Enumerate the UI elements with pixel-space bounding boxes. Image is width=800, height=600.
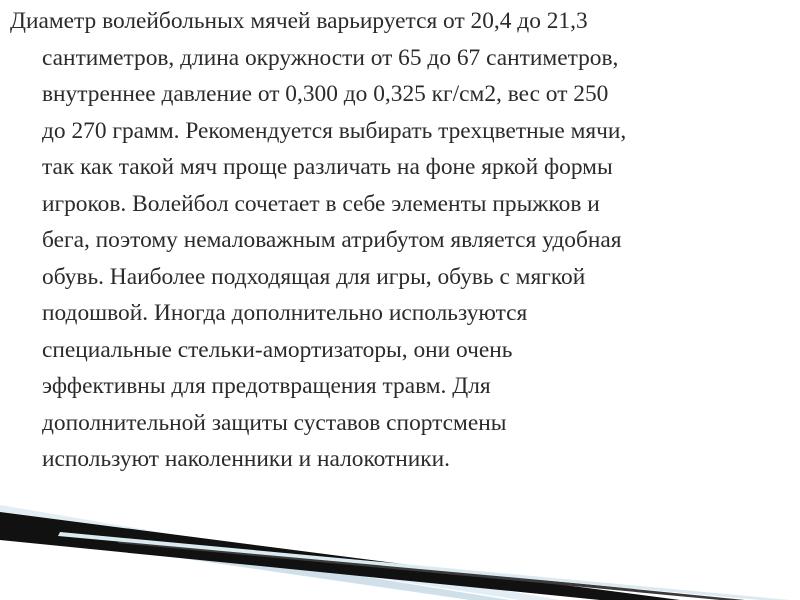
text-line: бега, поэтому немаловажным атрибутом является удобная [42, 227, 622, 253]
text-line: используют наколенники и налокотники. [42, 446, 451, 472]
text-line: дополнительной защиты суставов спортсмены [42, 409, 507, 436]
text-line: так как такой мяч проще различать на фоне яркой формы [42, 154, 613, 180]
text-line: подошвой. Иногда дополнительно используются [42, 300, 528, 326]
text-line: игроков. Волейбол сочетает в себе элементы прыжков и [42, 190, 600, 217]
text-line: специальные стельки-амортизаторы, они очень [42, 336, 513, 363]
body-paragraph [10, 3, 795, 478]
text-line: сантиметров, длина окружности от 65 до 67 сантиметров, [42, 44, 619, 71]
stripe-dark-main [0, 512, 680, 600]
text-line: Диаметр волейбольных мячей варьируется от 20,4 до 21,3 [10, 8, 588, 34]
text-line: внутреннее давление от 0,300 до 0,325 кг/см2, вес от 250 [42, 81, 609, 107]
text-line: эффективны для предотвращения травм. Для [42, 373, 491, 399]
text-line: до 270 грамм. Рекомендуется выбирать трехцветные мячи, [42, 117, 627, 144]
text-line: обувь. Наиболее подходящая для игры, обувь с мягкой [42, 263, 586, 290]
